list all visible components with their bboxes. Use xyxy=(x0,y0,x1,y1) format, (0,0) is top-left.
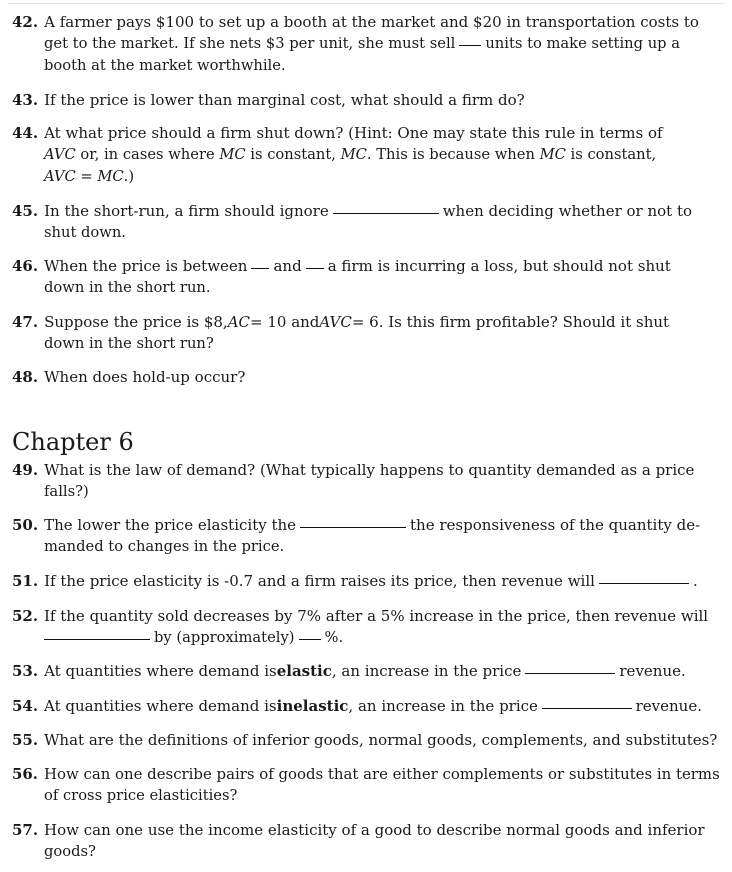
question-text: How can one describe pairs of goods that are either complements or substitutes in terms xyxy=(44,765,720,783)
question-56 xyxy=(12,763,720,807)
question-text: When does hold-up occur? xyxy=(44,368,246,386)
question-number: 47. xyxy=(12,313,39,331)
question-number: 53. xyxy=(12,662,39,680)
answer-blank[interactable] xyxy=(459,44,481,46)
question-text: , an increase in the price xyxy=(331,662,522,680)
question-43 xyxy=(12,89,702,111)
question-number: 48. xyxy=(12,368,39,386)
question-text: At quantities where demand is xyxy=(44,697,277,715)
question-text: falls?) xyxy=(44,483,89,500)
math-avc: AVC xyxy=(44,168,76,185)
question-text: by (approximately) xyxy=(154,629,295,646)
question-text: is constant, xyxy=(245,146,341,163)
question-47 xyxy=(12,311,702,355)
question-text: At quantities where demand is xyxy=(44,662,277,680)
question-51 xyxy=(12,570,702,592)
math-avc: AVC xyxy=(44,146,76,163)
answer-blank[interactable] xyxy=(306,267,324,269)
question-text: or, in cases where xyxy=(75,146,220,163)
question-text: and xyxy=(273,257,302,275)
question-text: booth at the market worthwhile. xyxy=(44,57,286,74)
question-text: A farmer pays $100 to set up a booth at the market and $20 in transportation costs to xyxy=(44,13,699,31)
question-text: If the quantity sold decreases by 7% after a 5% increase in the price, then revenue will xyxy=(44,607,709,625)
question-text: the responsiveness of the quantity de- xyxy=(410,516,701,534)
question-46 xyxy=(12,255,702,299)
question-54 xyxy=(12,695,702,717)
question-number: 55. xyxy=(12,731,39,749)
question-text: goods? xyxy=(44,843,96,860)
question-text: get to the market. If she nets $3 per unit, she must sell xyxy=(44,35,456,52)
question-number: 57. xyxy=(12,821,39,839)
question-number: 52. xyxy=(12,607,39,625)
question-text: If the price is lower than marginal cost, what should a firm do? xyxy=(44,91,525,109)
emphasis-inelastic: inelastic xyxy=(276,697,349,715)
question-text: How can one use the income elasticity of a good to describe normal goods and inferior xyxy=(44,821,705,839)
question-text: of cross price elasticities? xyxy=(44,787,238,804)
answer-blank[interactable] xyxy=(525,672,615,674)
math-mc: MC xyxy=(97,168,124,185)
question-text: . This is because when xyxy=(366,146,540,163)
question-text: = 6. Is this firm profitable? Should it shut xyxy=(351,313,670,331)
question-text: units to make setting up a xyxy=(485,35,680,52)
question-49 xyxy=(12,459,702,503)
question-text: What is the law of demand? (What typically happens to quantity demanded as a price xyxy=(44,461,695,479)
question-50 xyxy=(12,514,702,558)
math-avc: AVC xyxy=(319,313,352,331)
answer-blank[interactable] xyxy=(599,582,689,584)
question-text: = 10 and xyxy=(250,313,320,331)
math-mc: MC xyxy=(340,146,367,163)
question-text: The lower the price elasticity the xyxy=(44,516,297,534)
question-text: Suppose the price is $8, xyxy=(44,313,228,331)
question-text: down in the short run? xyxy=(44,335,214,352)
question-52 xyxy=(12,605,709,649)
question-42 xyxy=(12,11,702,77)
question-number: 54. xyxy=(12,697,39,715)
question-55 xyxy=(12,729,718,751)
question-57 xyxy=(12,819,705,863)
question-44 xyxy=(12,122,702,188)
answer-blank[interactable] xyxy=(300,526,406,528)
answer-blank[interactable] xyxy=(542,707,632,709)
question-number: 45. xyxy=(12,202,39,220)
question-text: revenue. xyxy=(635,697,702,715)
question-number: 51. xyxy=(12,572,39,590)
question-text: When the price is between xyxy=(44,257,248,275)
question-number: 46. xyxy=(12,257,39,275)
question-48 xyxy=(12,366,702,388)
question-number: 44. xyxy=(12,124,39,142)
question-text: In the short-run, a firm should ignore xyxy=(44,202,329,220)
question-number: 42. xyxy=(12,13,39,31)
math-mc: MC xyxy=(539,146,566,163)
answer-blank[interactable] xyxy=(299,638,321,640)
chapter-heading: Chapter 6 xyxy=(12,428,134,456)
emphasis-elastic: elastic xyxy=(276,662,332,680)
question-text: a firm is incurring a loss, but should not shut xyxy=(327,257,671,275)
question-text: , an increase in the price xyxy=(348,697,538,715)
question-text: . xyxy=(692,572,698,590)
question-45 xyxy=(12,200,702,244)
question-text: What are the definitions of inferior goods, normal goods, complements, and substitutes? xyxy=(44,731,718,749)
question-number: 49. xyxy=(12,461,39,479)
question-number: 56. xyxy=(12,765,38,783)
question-53 xyxy=(12,660,702,682)
question-text: when deciding whether or not to xyxy=(442,202,693,220)
question-number: 50. xyxy=(12,516,39,534)
question-number: 43. xyxy=(12,91,39,109)
question-text: down in the short run. xyxy=(44,279,211,296)
question-text: If the price elasticity is -0.7 and a firm raises its price, then revenue will xyxy=(44,572,595,590)
question-text: %. xyxy=(324,629,344,646)
question-text: .) xyxy=(123,168,135,185)
top-divider xyxy=(8,3,724,4)
question-text: is constant, xyxy=(565,146,657,163)
question-text: manded to changes in the price. xyxy=(44,538,285,555)
math-equals: = xyxy=(75,168,98,185)
answer-blank[interactable] xyxy=(251,267,269,269)
math-ac: AC xyxy=(227,313,251,331)
math-mc: MC xyxy=(219,146,246,163)
answer-blank[interactable] xyxy=(44,638,150,640)
question-text: revenue. xyxy=(619,662,686,680)
answer-blank[interactable] xyxy=(333,212,439,214)
question-text: At what price should a firm shut down? (Hint: One may state this rule in terms of xyxy=(44,124,663,142)
question-text: shut down. xyxy=(44,224,126,241)
